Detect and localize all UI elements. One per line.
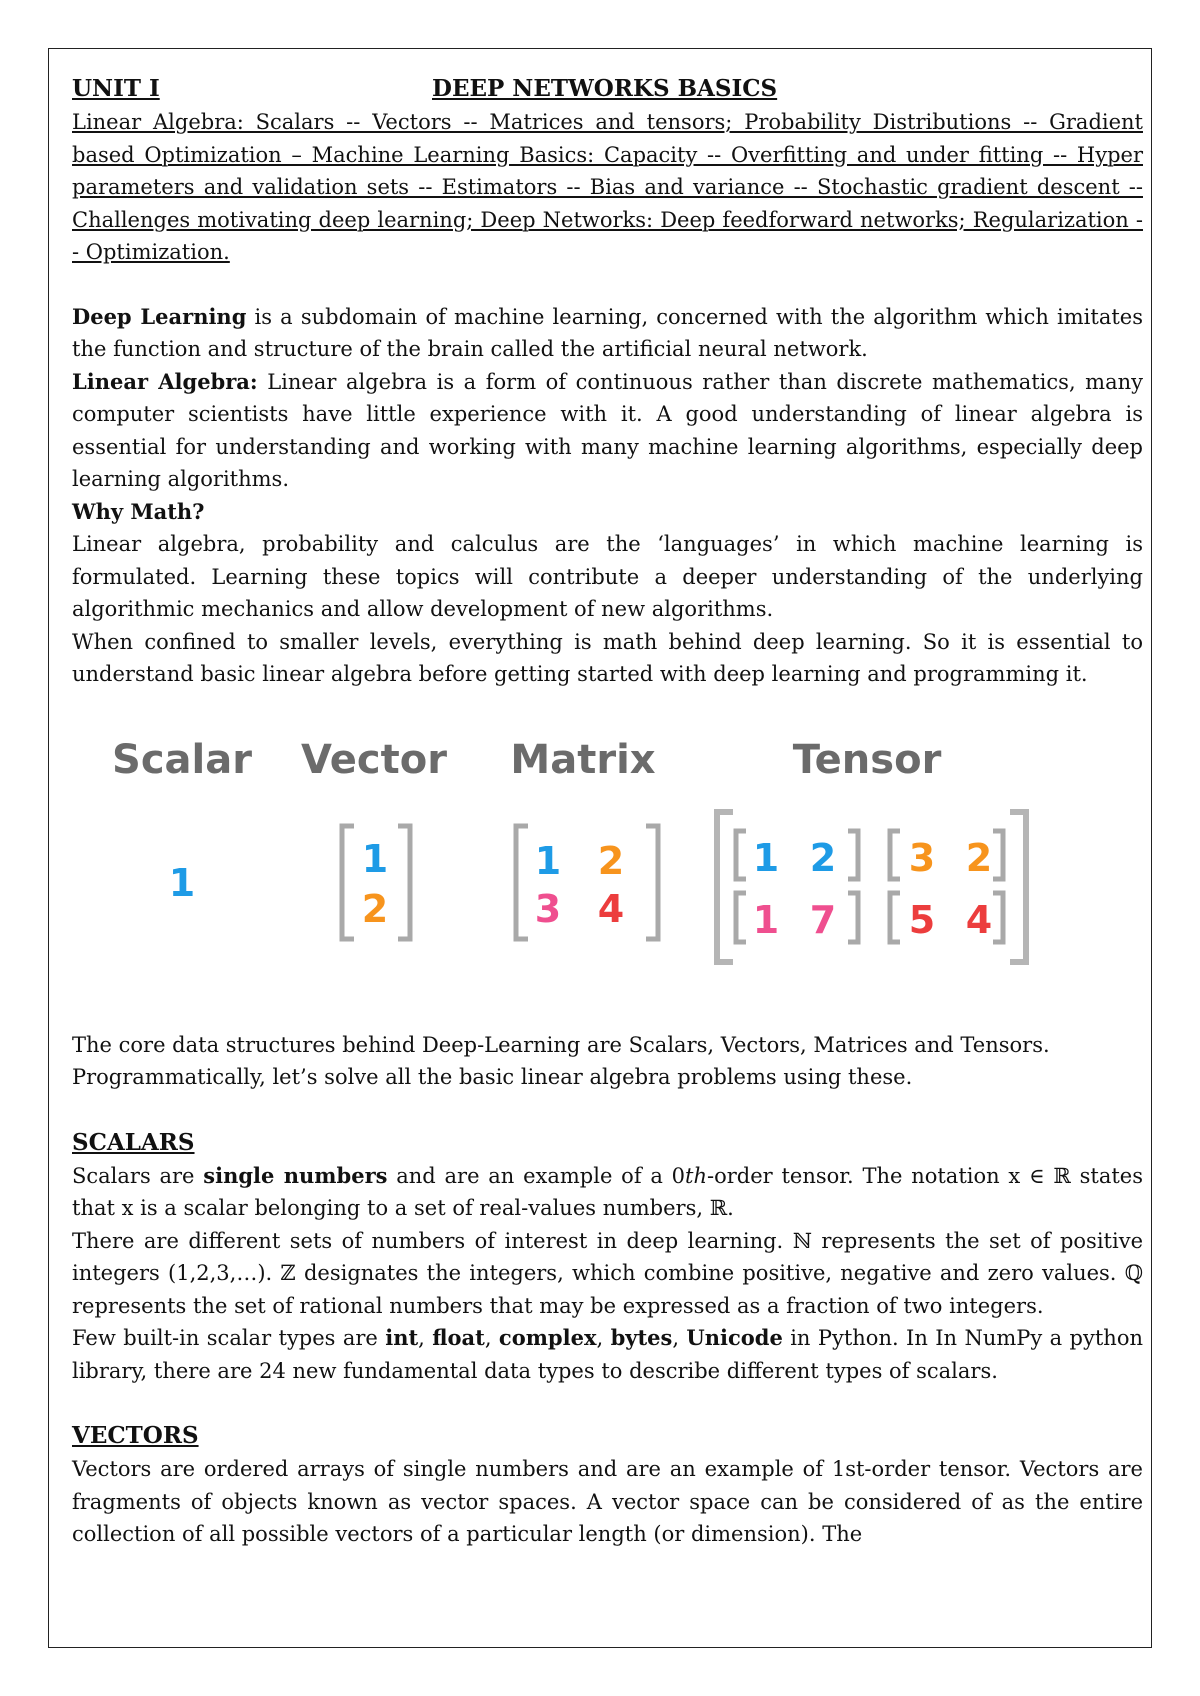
scalars-heading: SCALARS bbox=[72, 1128, 195, 1156]
why-math-heading: Why Math? bbox=[72, 498, 205, 524]
type-int: int bbox=[385, 1325, 419, 1350]
vectors-heading: VECTORS bbox=[72, 1422, 199, 1449]
matrix-left-bracket bbox=[516, 826, 528, 939]
deep-learning-definition: Deep Learning is a subdomain of machine learning, concerned with the algorithm which imitates the function and structure of the brain called the artificial neural network. bbox=[72, 303, 1143, 361]
tensor-diagram-svg bbox=[72, 729, 1143, 1029]
tensor-slice2-bottom-left bbox=[890, 893, 900, 942]
tensor-value-4: 2 bbox=[965, 835, 993, 880]
tensor-value-2: 2 bbox=[809, 835, 837, 880]
vector-label: Vector bbox=[301, 736, 447, 783]
deep-learning-term: Deep Learning bbox=[72, 303, 247, 329]
vector-value-2: 2 bbox=[361, 886, 389, 931]
vectors-paragraph-1: Vectors are ordered arrays of single numbers and are an example of 1st-order tensor. Vectors are fragments of objects known as vector spaces. A vector space can be considered of as the entire collection of all possible vectors of a particular length (or dimension). The bbox=[72, 1457, 1143, 1546]
matrix-value-2: 2 bbox=[597, 838, 625, 883]
scalars-paragraph-3: Few built-in scalar types are int, float, complex, bytes, Unicode in Python. In In NumPy a python library, there are 24 new fundamental data types to describe different types of scalars. bbox=[72, 1325, 1143, 1383]
tensor-value-7: 5 bbox=[908, 897, 936, 942]
tensor-slice1-top-left bbox=[736, 831, 746, 879]
matrix-label: Matrix bbox=[510, 736, 656, 783]
matrix-value-4: 4 bbox=[597, 886, 625, 931]
tensor-outer-right-bracket bbox=[1010, 812, 1026, 962]
matrix-value-3: 3 bbox=[534, 886, 562, 931]
tensor-slice2-top-right bbox=[993, 831, 1003, 879]
unit-title: DEEP NETWORKS BASICS bbox=[432, 75, 778, 102]
unit-header bbox=[72, 72, 1143, 106]
tensor-label: Tensor bbox=[792, 736, 942, 783]
scalars-paragraph-2: There are different sets of numbers of interest in deep learning. ℕ represents the set of positive integers (1,2,3,…). ℤ designates the integers, which combine positive, negative and zero values. ℚ represents the set of rational numbers that may be expressed as a fraction of two integers. bbox=[72, 1228, 1143, 1318]
linear-algebra-definition: Linear Algebra: Linear algebra is a form of continuous rather than discrete mathematics, many computer scientists have little experience with it. A good understanding of linear algebra is essential for understanding and working with many machine learning algorithms, especially deep learning algorithms. bbox=[72, 368, 1143, 491]
tensor-slice1-bottom-left bbox=[736, 893, 746, 942]
vector-value-1: 1 bbox=[361, 836, 389, 881]
scalars-paragraph-1: Scalars are single numbers and are an example of a 0th-order tensor. The notation x ∈ ℝ states that x is a scalar belonging to a set of real-values numbers, ℝ. bbox=[72, 1162, 1143, 1220]
tensor-outer-left-bracket bbox=[717, 812, 733, 962]
matrix-value-1: 1 bbox=[534, 838, 562, 883]
tensor-value-6: 7 bbox=[809, 897, 837, 942]
core-structures-text-1: The core data structures behind Deep-Learning are Scalars, Vectors, Matrices and Tensors. bbox=[72, 1032, 1050, 1057]
tensor-value-5: 1 bbox=[752, 897, 780, 942]
syllabus: Linear Algebra: Scalars -- Vectors -- Matrices and tensors; Probability Distributions -- Gradient based Optimization – Machine Learning Basics: Capacity -- Overfitting and under fitting -- Hyper parameters and validation sets -- Estimators -- Bias and variance -- Stochastic gradient descent -- Challenges motivating deep learning; Deep Networks: Deep feedforward networks; Regularization - - Optimization. bbox=[72, 110, 1143, 264]
vector-right-bracket bbox=[398, 826, 410, 939]
scalar-value: 1 bbox=[168, 860, 196, 905]
tensor-value-1: 1 bbox=[752, 835, 780, 880]
tensor-value-3: 3 bbox=[908, 835, 936, 880]
type-complex: complex bbox=[498, 1325, 597, 1350]
tensor-value-8: 4 bbox=[965, 897, 993, 942]
tensor-slice2-top-left bbox=[890, 831, 900, 879]
why-math-paragraph-2: When confined to smaller levels, everything is math behind deep learning. So it is essential to understand basic linear algebra before getting started with deep learning and programming it. bbox=[72, 629, 1143, 686]
tensor-slice2-bottom-right bbox=[993, 893, 1003, 942]
type-bytes: bytes bbox=[610, 1325, 673, 1350]
page-content bbox=[72, 72, 1143, 1551]
tensor-slice1-top-right bbox=[848, 831, 858, 879]
scalar-label: Scalar bbox=[112, 736, 252, 783]
type-float: float bbox=[432, 1325, 485, 1350]
linear-algebra-term: Linear Algebra: bbox=[72, 368, 258, 394]
tensor-slice1-bottom-right bbox=[848, 893, 858, 942]
why-math-paragraph-1: Linear algebra, probability and calculus are the ‘languages’ in which machine learning is formulated. Learning these topics will contribute a deeper understanding of the underlying algorithmic mechanics and allow development of new algorithms. bbox=[72, 532, 1143, 621]
vector-left-bracket bbox=[342, 826, 354, 939]
type-unicode: Unicode bbox=[686, 1325, 783, 1350]
unit-number: UNIT I bbox=[72, 75, 160, 102]
matrix-right-bracket bbox=[646, 826, 658, 939]
core-structures-text-2: Programmatically, let’s solve all the basic linear algebra problems using these. bbox=[72, 1065, 913, 1089]
tensor-diagram bbox=[72, 729, 1143, 1029]
